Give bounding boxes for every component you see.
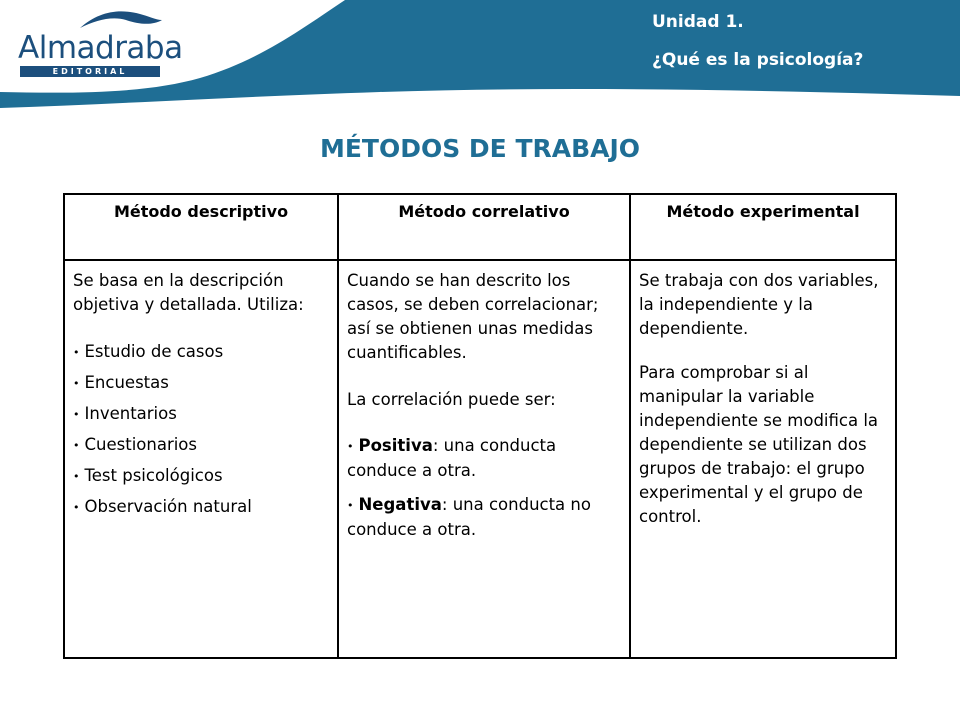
table-header-row [64,194,896,260]
negative-text: : una conducta no conduce a otra. [347,495,591,539]
experimental-p2: Para comprobar si al manipular la variable independiente se modifica la dependiente se utilizan dos grupos de trabajo: el grupo experimental y el grupo de control. [639,363,879,526]
negative-label: Negativa [358,495,442,514]
list-item: • Encuestas [73,373,169,392]
positive-label: Positiva [358,436,433,455]
bullet-icon: • [73,408,80,421]
column-header-experimental: Método experimental [630,194,896,260]
descriptivo-list [73,339,329,520]
bullet-icon: • [347,440,354,453]
list-item: • Inventarios [73,404,177,423]
bullet-icon: • [73,439,80,452]
cell-correlativo [338,260,630,658]
column-header-descriptivo: Método descriptivo [64,194,338,260]
positive-text: : una conducta conduce a otra. [347,436,557,480]
correlativo-negative [347,493,621,542]
page-title: MÉTODOS DE TRABAJO [319,134,641,163]
list-item: • Estudio de casos [73,342,224,361]
list-item: • Cuestionarios [73,435,198,454]
publisher-logo [18,6,183,76]
header-banner [0,0,960,110]
correlativo-positive [347,434,621,483]
bullet-icon: • [73,346,80,359]
bullet-icon: • [347,499,354,512]
cell-descriptivo [64,260,338,658]
logo-wordmark: Almadraba [18,30,183,66]
bullet-icon: • [73,470,80,483]
unit-label: Unidad 1. [652,12,744,32]
list-item: • Observación natural [73,497,252,516]
bullet-icon: • [73,377,80,390]
logo-subtext: EDITORIAL [20,66,160,77]
descriptivo-intro: Se basa en la descripción objetiva y detallada. Utiliza: [73,271,304,314]
experimental-p1: Se trabaja con dos variables, la independiente y la dependiente. [639,271,879,338]
column-header-correlativo: Método correlativo [338,194,630,260]
correlativo-lead: La correlación puede ser: [347,390,556,409]
methods-table [63,193,897,659]
table-row [64,260,896,658]
topic-label: ¿Qué es la psicología? [652,50,864,70]
cell-experimental [630,260,896,658]
correlativo-intro: Cuando se han descrito los casos, se deben correlacionar; así se obtienen unas medidas cuantificables. [347,271,599,362]
list-item: • Test psicológicos [73,466,223,485]
bullet-icon: • [73,501,80,514]
